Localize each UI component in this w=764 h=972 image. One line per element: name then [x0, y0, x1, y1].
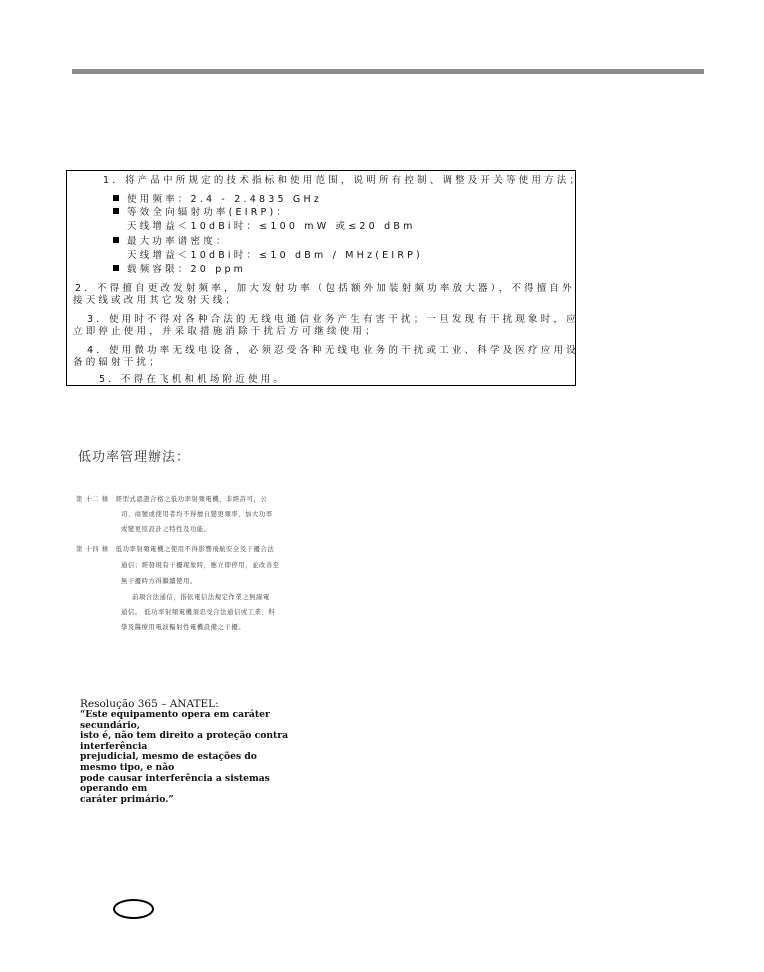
taiwan-ncc-notice [76, 446, 286, 632]
cn-item-3-line-1: 3．使用时不得对各种合法的无线电通信业务产生有害干扰；一旦发现有干扰现象时，应 [87, 314, 579, 325]
cn-bullet-frequency: 使用频率：2.4 - 2.4835 GHz [113, 194, 322, 206]
bullet-square-icon [113, 265, 119, 271]
tw-line: 無干擾時方得繼續使用。 [121, 578, 197, 585]
tw-line: 第 十二 條 經型式認證合格之低功率射頻電機，非經許可，公 [76, 496, 268, 503]
cn-bullet-eirp: 等效全向辐射功率(EIRP)： [113, 207, 289, 219]
cn-bullet-tolerance: 载频容限：20 ppm [113, 264, 246, 276]
bullet-square-icon [113, 195, 119, 201]
cn-item-3-line-2: 立即停止使用，并采取措施消除干扰后方可继续使用； [73, 326, 378, 337]
cn-sub-antenna-2: 天线增益＜10dBi时：≤10 dBm / MHz(EIRP) [127, 250, 423, 261]
tw-line: 通信。 低功率射頻電機須忍受合法通信或工業、科 [121, 609, 276, 616]
tw-line: 司、商號或使用者均不得擅自變更頻率、加大功率 [121, 511, 273, 518]
china-regulatory-box [66, 170, 583, 386]
bullet-square-icon [113, 237, 119, 243]
header-rule [72, 69, 704, 74]
bullet-square-icon [113, 208, 119, 214]
tw-line: 第 十四 條 低功率射頻電機之使用不得影響飛航安全及干擾合法 [76, 546, 275, 553]
language-oval-marker [113, 899, 154, 919]
tw-line: 前項合法通信，指依電信法規定作業之無線電 [132, 594, 270, 601]
cn-item-4-line-1: 4．使用微功率无线电设备，必须忍受各种无线电业务的干扰或工业、科学及医疗应用设 [87, 345, 579, 356]
cn-item-2-line-1: 2．不得擅自更改发射频率，加大发射功率（包括额外加装射频功率放大器），不得擅自外 [75, 283, 575, 294]
cn-item-5: 5．不得在飞机和机场附近使用。 [99, 374, 287, 385]
cn-sub-antenna-1: 天线增益＜10dBi时：≤100 mW 或≤20 dBm [127, 221, 416, 232]
cn-bullet-psd: 最大功率谱密度： [113, 236, 229, 248]
anatel-text: “Este equipamento opera em caráter secundário, isto é, não tem direito a proteção contra interferência prejudicial, mesmo de estações do mesmo tipo, e não pode causar interferência a sistemas operando em caráter primário.” [80, 709, 289, 805]
tw-line: 通信；經發現有干擾現象時，應立即停用，並改善至 [121, 562, 280, 569]
cn-item-1: 1．将产品中所规定的技术指标和使用范围，说明所有控制、调整及开关等使用方法； [103, 175, 583, 186]
anatel-title: Resolução 365 – ANATEL: [80, 698, 219, 710]
tw-line: 或變更原設計之特性及功能。 [121, 526, 211, 533]
tw-line: 學及醫療用電波輻射性電機設備之干擾。 [121, 624, 246, 631]
anatel-notice [80, 698, 290, 805]
cn-item-4-line-2: 备的辐射干扰； [73, 357, 162, 368]
cn-item-2-line-2: 接天线或改用其它发射天线； [73, 295, 239, 306]
tw-title: 低功率管理辦法： [78, 450, 191, 465]
